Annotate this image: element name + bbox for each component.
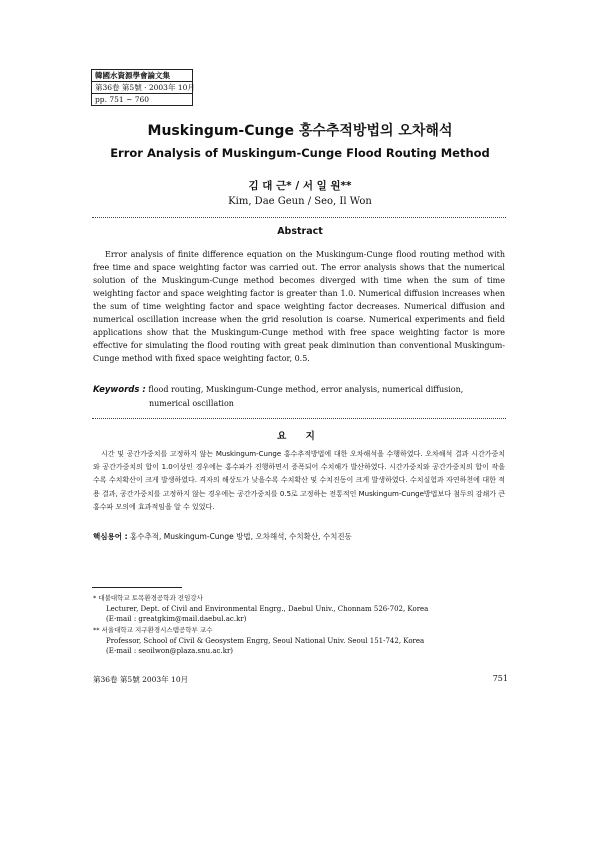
footnote-1-affiliation-ko: * 대불대학교 토목환경공학과 전임강사 — [93, 594, 203, 602]
journal-info-box — [91, 69, 193, 106]
abstract-heading: Abstract — [277, 226, 323, 237]
footnote-2-affiliation-ko: ** 서울대학교 지구환경시스템공학부 교수 — [93, 626, 213, 634]
footnote-2-affiliation-en: Professor, School of Civil & Geosystem Engrg, Seoul National Univ. Seoul 151-742, Korea — [106, 636, 425, 645]
journal-volume: 第36卷 第5號 · 2003年 10月 — [92, 81, 192, 93]
keywords-korean — [93, 531, 507, 542]
paper-title-korean: Muskingum-Cunge 홍수추적방법의 오차해석 — [147, 123, 453, 139]
keywords-korean-text: 홍수추적, Muskingum-Cunge 방법, 오차해석, 수치확산, 수치진동 — [129, 532, 352, 541]
keywords-line-1: flood routing, Muskingum-Cunge method, error analysis, numerical diffusion, — [148, 385, 464, 394]
journal-pages: pp. 751 ~ 760 — [92, 93, 192, 105]
authors-korean: 김 대 근* / 서 일 원** — [248, 180, 352, 192]
keywords-korean-label: 핵심용어 : — [93, 532, 128, 541]
keywords-line-2: numerical oscillation — [149, 399, 234, 408]
footnote-2 — [93, 625, 513, 657]
authors-english: Kim, Dae Geun / Seo, Il Won — [228, 196, 372, 207]
footer-issue: 第36卷 第5號 2003年 10月 — [93, 675, 189, 684]
korean-abstract-text: 시간 및 공간가중치를 고정하지 않는 Muskingum-Cunge 홍수추적방법에 대한 오차해석을 수행하였다. 오차해석 결과 시간가중치와 공간가중치의 합이 1.0이상인 경우에는 홍수파가 진행하면서 증폭되어 수치해가 발산하였다. 시간가중치와 공간가중치의 합이 작을수록 수치확산이 크게 발생하였다. 격자의 해상도가 낮을수록 수치확산 및 수치진동이 크게 발생하였다. 수치실험과 자연하천에 대한 적용 결과, 공간가중치를 고정하지 않는 경우에는 공간가중치를 0.5로 고정하는 전통적인 Muskingum-Cunge방법보다 첨두의 감쇄가 큰 홍수파 모의에 효과적임을 알 수 있었다. — [93, 450, 505, 511]
page-number: 751 — [492, 674, 508, 683]
footnote-1 — [93, 593, 513, 625]
footnote-1-email: (E-mail : greatgkim@mail.daebul.ac.kr) — [106, 615, 247, 623]
divider-middle — [92, 418, 506, 419]
paper-title-english: Error Analysis of Muskingum-Cunge Flood Routing Method — [110, 146, 490, 160]
footnote-1-affiliation-en: Lecturer, Dept. of Civil and Environmental Engrg., Daebul Univ., Chonnam 526-702, Korea — [106, 604, 429, 613]
journal-name: 韓國水資源學會論文集 — [95, 71, 170, 80]
korean-abstract-heading: 요 지 — [277, 431, 323, 442]
abstract-text: Error analysis of finite difference equation on the Muskingum-Cunge flood routing method with free time and space weighting factor was carried out. The error analysis shows that the numerical solution of the Muskingum-Cunge method becomes diverged with time when the sum of time weighting factor and space weighting factor is greater than 1.0. Numerical diffusion increases when the sum of time weighting factor and space weighting factor decreases. Numerical diffusion and numerical oscillation increase when the grid resolution is coarse. Numerical experiments and field applications show that the Muskingum-Cunge method with free space weighting factor is more effective for simulating the flood routing with great peak diminution than conventional Muskingum-Cunge method with fixed space weighting factor, 0.5. — [93, 250, 505, 363]
footnote-2-email: (E-mail : seoilwon@plaza.snu.ac.kr) — [106, 647, 234, 655]
divider-top — [92, 217, 506, 218]
footnote-divider — [92, 587, 182, 588]
keywords — [93, 383, 507, 410]
keywords-label: Keywords : — [93, 385, 146, 395]
